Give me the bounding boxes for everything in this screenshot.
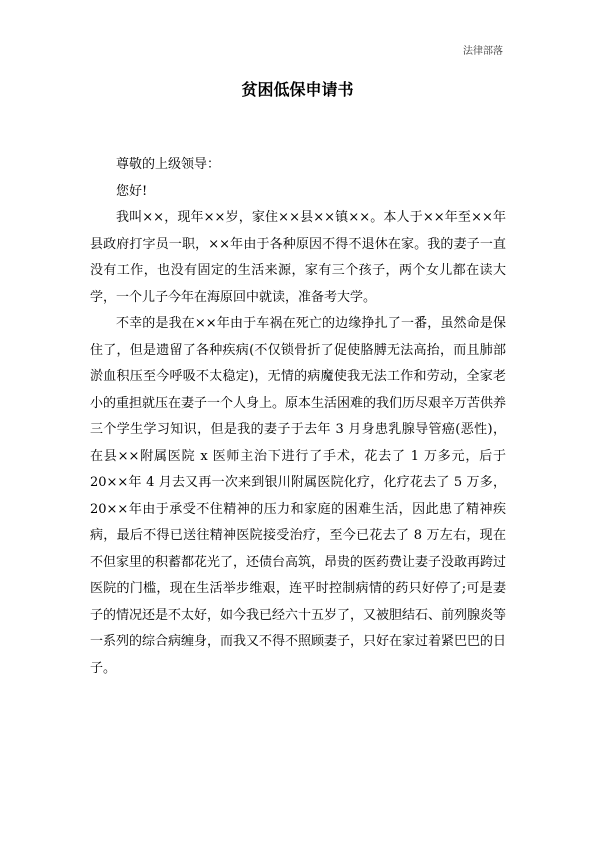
greeting: 您好! bbox=[116, 183, 148, 199]
document-body bbox=[90, 152, 506, 682]
header-tag: 法律部落 bbox=[463, 46, 503, 57]
document-title: 贫困低保申请书 bbox=[241, 80, 354, 99]
salutation: 尊敬的上级领导： bbox=[116, 157, 221, 172]
body-paragraph-1: 我叫××，现年××岁，家住××县××镇××。本人于××年至××年县政府打字员一职，××年由于各种原因不得不退休在家。我的妻子一直没有工作，也没有固定的生活来源，家有三个孩子，两个女儿都在读大学，一个儿子今年在海原回中就读，准备考大学。 bbox=[90, 210, 506, 305]
body-paragraph-2: 不幸的是我在××年由于车祸在死亡的边缘挣扎了一番，虽然命是保住了，但是遗留了各种疾病(不仅锁骨折了促使胳膊无法高抬，而且肺部淤血积压至今呼吸不太稳定)，无情的病魔使我无法工作和劳动，全家老小的重担就压在妻子一个人身上。原本生活困难的我们历尽艰辛万苦供养三个学生学习知识，但是我的妻子于去年 3 月身患乳腺导管癌(恶性)，在县××附属医院 x 医师主治下进行了手术，花去了 1 万多元，后于 20××年 4 月去又再一次来到银川附属医院化疗，化疗花去了 5 万多，20××年由于承受不住精神的压力和家庭的困难生活，因此患了精神疾病，最后不得已送往精神医院接受治疗，至今已花去了 8 万左右，现在不但家里的积蓄都花光了，还债台高筑，昂贵的医药费让妻子没敢再跨过医院的门槛，现在生活举步维艰，连平时控制病情的药只好停了;可是妻子的情况还是不太好，如今我已经六十五岁了，又被胆结石、前列腺炎等一系列的综合病缠身，而我又不得不照顾妻子，只好在家过着紧巴巴的日子。 bbox=[90, 316, 507, 676]
